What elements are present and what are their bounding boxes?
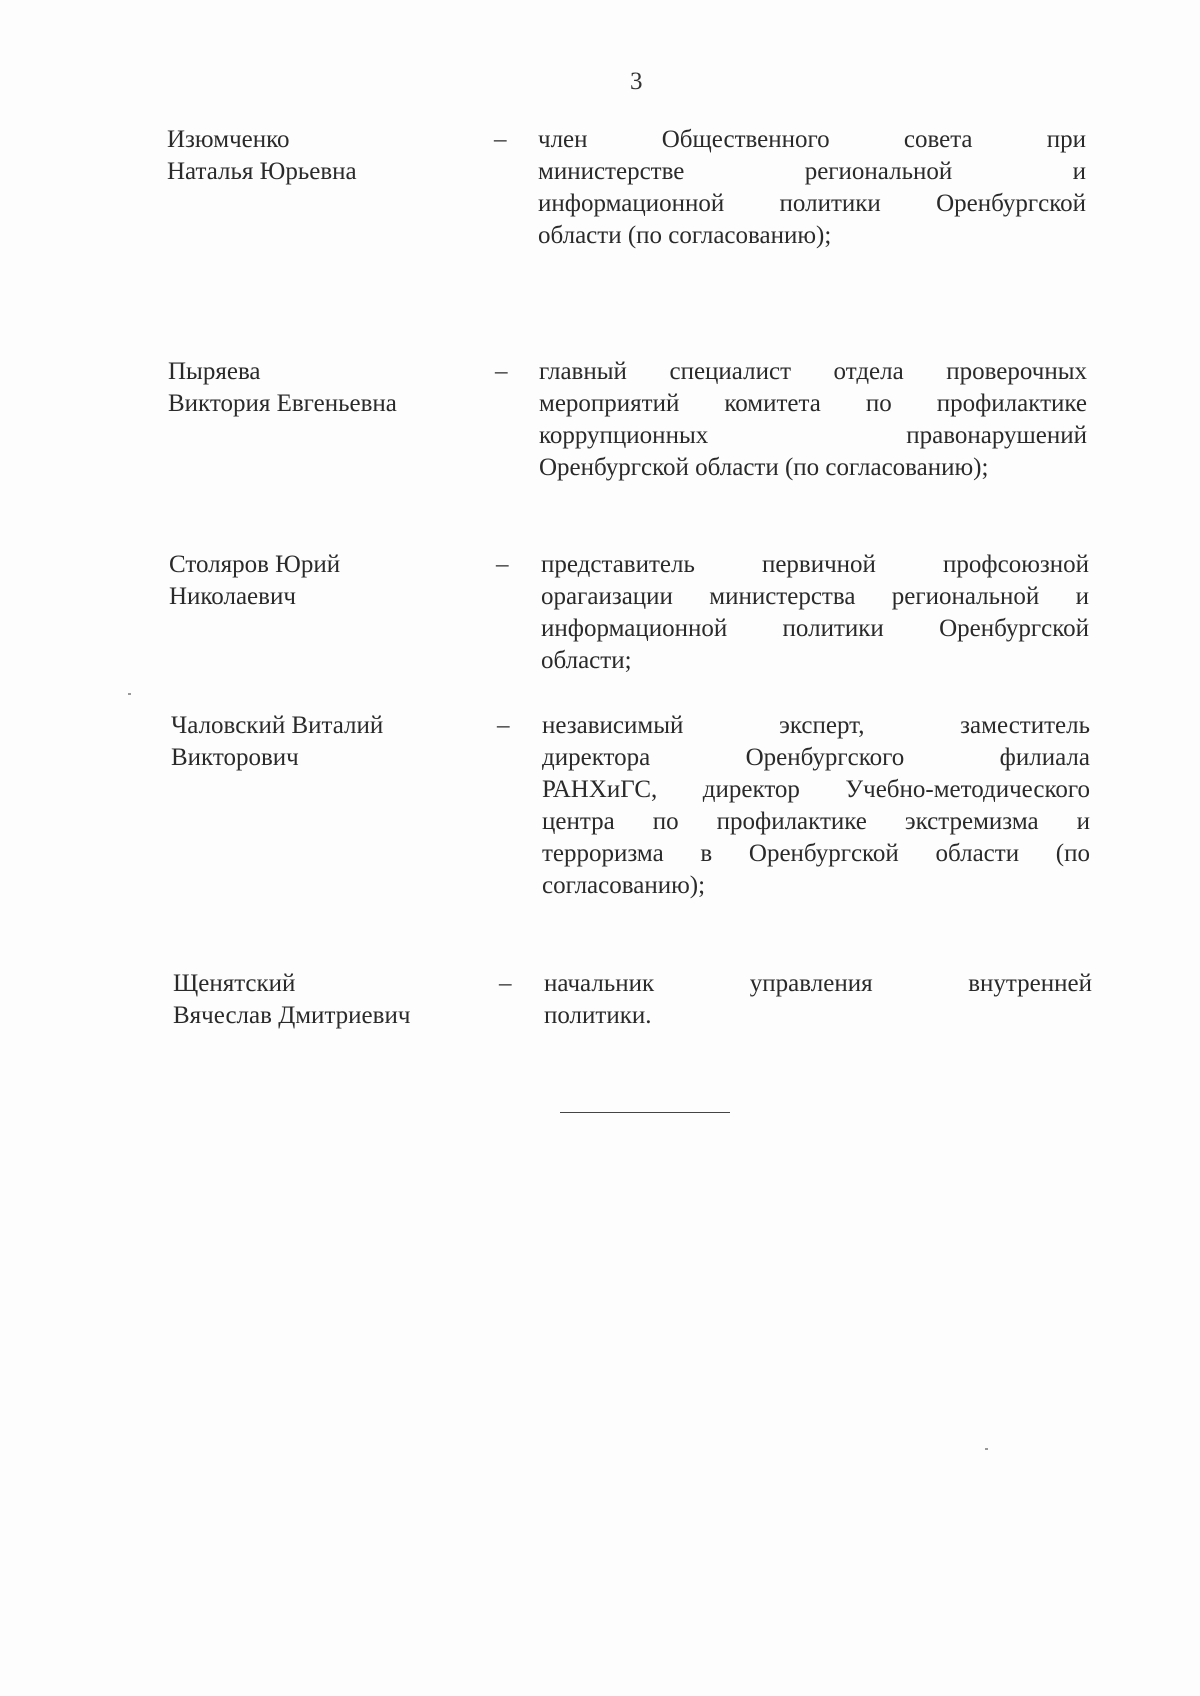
member-name-line: Пыряева: [168, 358, 261, 385]
member-name-line: Изюмченко: [167, 126, 290, 153]
member-role-line: представитель первичной профсоюзной: [541, 551, 1089, 578]
member-role-line: мероприятий комитета по профилактике: [539, 390, 1087, 417]
member-role-line: центра по профилактике экстремизма и: [542, 808, 1090, 835]
member-name-line: Викторович: [171, 744, 299, 771]
member-role: [541, 549, 1089, 677]
member-role-line: терроризма в Оренбургской области (по: [542, 840, 1090, 867]
member-name-line: Николаевич: [169, 583, 296, 610]
member-name-line: Столяров Юрий: [169, 551, 341, 578]
member-role-line: член Общественного совета при: [538, 126, 1086, 153]
scan-speck: [985, 1448, 988, 1450]
member-role-line: орагаизации министерства региональной и: [541, 583, 1089, 610]
member-role-line: информационной политики Оренбургской: [538, 190, 1086, 217]
scan-speck: [128, 693, 131, 695]
separator-dash: –: [496, 551, 509, 578]
member-role-line: главный специалист отдела проверочных: [539, 358, 1087, 385]
member-role-line: независимый эксперт, заместитель: [542, 712, 1090, 739]
member-role-line: директора Оренбургского филиала: [542, 744, 1090, 771]
member-name-line: Наталья Юрьевна: [167, 158, 357, 185]
member-role-line: министерстве региональной и: [538, 158, 1086, 185]
member-role-line: области (по согласованию);: [538, 222, 832, 249]
member-role-line: информационной политики Оренбургской: [541, 615, 1089, 642]
member-name-line: Чаловский Виталий: [171, 712, 384, 739]
separator-dash: –: [495, 358, 508, 385]
member-role-line: РАНХиГС, директор Учебно-методического: [542, 776, 1090, 803]
member-role: [539, 356, 1087, 484]
member-name: [171, 710, 501, 774]
page-number: 3: [630, 68, 643, 95]
member-name-line: Щенятский: [173, 970, 296, 997]
member-name: [167, 124, 497, 188]
separator-dash: –: [499, 970, 512, 997]
member-role-line: области;: [541, 647, 632, 674]
member-role: [542, 710, 1090, 902]
member-role-line: согласованию);: [542, 872, 706, 899]
member-role-line: политики.: [544, 1002, 652, 1029]
member-role-line: начальник управления внутренней: [544, 970, 1092, 997]
member-name: [173, 968, 503, 1032]
separator-dash: –: [497, 712, 510, 739]
member-name: [169, 549, 499, 613]
member-role: [538, 124, 1086, 252]
closing-rule: [560, 1112, 730, 1113]
member-name-line: Вячеслав Дмитриевич: [173, 1002, 411, 1029]
member-name-line: Виктория Евгеньевна: [168, 390, 397, 417]
member-role: [544, 968, 1092, 1032]
member-role-line: коррупционных правонарушений: [539, 422, 1087, 449]
member-role-line: Оренбургской области (по согласованию);: [539, 454, 989, 481]
separator-dash: –: [494, 126, 507, 153]
member-name: [168, 356, 498, 420]
